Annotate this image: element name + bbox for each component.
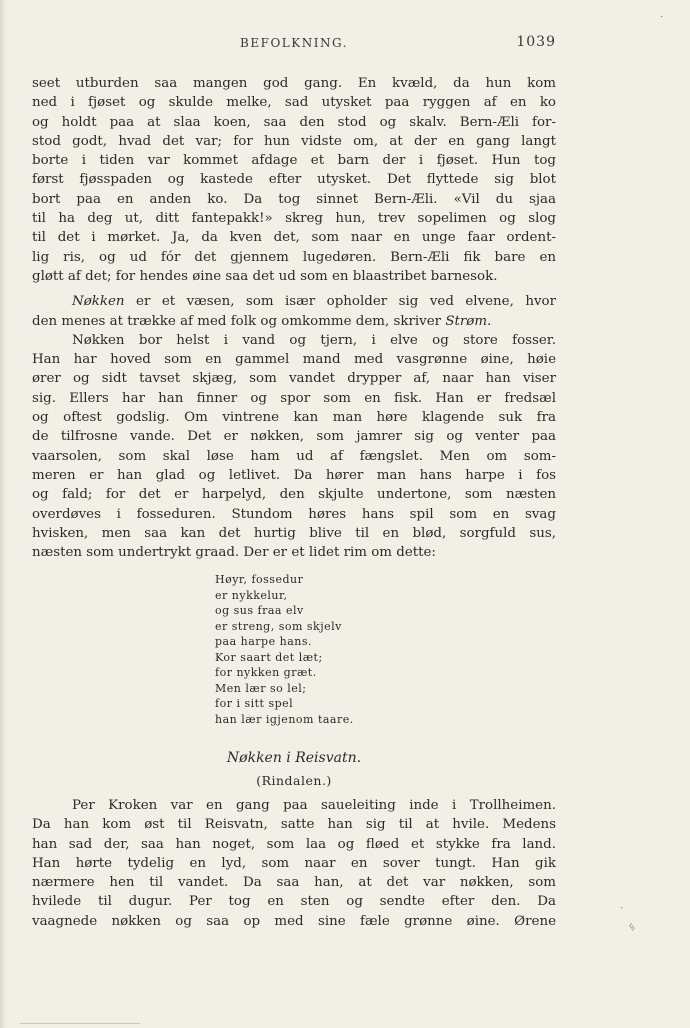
text-line: Han hørte tydelig en lyd, som naar en sover tungt. Han gik <box>32 855 556 871</box>
text-line: ører og sidt tavset skjæg, som vandet drypper af, naar han viser <box>32 371 556 387</box>
page-bottom-edge <box>20 1023 140 1028</box>
text-line: borte i tiden var kommet afdage et barn der i fjøset. Hun tog <box>32 153 556 169</box>
text-line <box>32 312 556 331</box>
text-line: Da han kom øst til Reisvatn, satte han sig til at hvile. Medens <box>32 817 556 833</box>
text-line: gløtt af det; for hendes øine saa det ud som en blaastribet barnesok. <box>32 268 498 284</box>
header-title: BEFOLKNING. <box>240 36 348 50</box>
text-line: næsten som undertrykt graad. Der er et lidet rim om dette: <box>32 545 436 561</box>
paragraph-nokken-description <box>32 331 556 563</box>
page-edge <box>0 0 6 1028</box>
poem-line: for i sitt spel <box>215 697 294 710</box>
text-line: først fjøsspaden og kastede efter utysket. Det flyttede sig blot <box>32 172 556 188</box>
text-fragment: er et væsen, som især opholder sig ved elvene, hvor <box>124 294 556 310</box>
poem-line: Høyr, fossedur <box>215 573 304 586</box>
text-line <box>32 292 556 311</box>
poem-line: og sus fraa elv <box>215 604 304 617</box>
text-line: hvisken, men saa kan det hurtig blive til en blød, sorgfuld sus, <box>32 525 556 541</box>
text-line: til ha deg ut, ditt fantepakk!» skreg hun, trev sopelimen og slog <box>32 211 556 227</box>
text-line: hvilede til dugur. Per tog en sten og sendte efter den. Da <box>32 894 556 910</box>
text-line: og holdt paa at slaa koen, saa den stod og skalv. Bern-Æli for- <box>32 114 556 130</box>
text-line: nærmere hen til vandet. Da saa han, at det var nøkken, som <box>32 875 556 891</box>
text-line: bort paa en anden ko. Da tog sinnet Bern-Æli. «Vil du sjaa <box>32 191 556 207</box>
text-line: Per Kroken var en gang paa saueleiting inde i Trollheimen. <box>72 798 556 813</box>
paragraph-nokken-intro <box>32 292 556 331</box>
text-line: Han har hoved som en gammel mand med vasgrønne øine, høie <box>32 352 556 368</box>
poem-line: Men lær so lel; <box>215 681 307 695</box>
text-line: overdøves i fosseduren. Stundom høres hans spil som en svag <box>32 506 556 522</box>
main-text <box>32 74 556 562</box>
text-line: de tilfrosne vande. Det er nøkken, som jamrer sig og venter paa <box>32 429 556 445</box>
poem-line: er nykkelur, <box>215 588 288 602</box>
paragraph-utburden <box>32 74 556 286</box>
text-fragment: . <box>487 313 492 329</box>
poem-line: han lær igjenom taare. <box>215 712 354 726</box>
running-header <box>32 36 556 56</box>
text-fragment: den menes at trække af med folk og omkomme dem, skriver <box>32 313 446 329</box>
margin-speck: · <box>660 12 664 23</box>
text-line: lig ris, og ud fór det gjennem lugedøren. Bern-Æli fik bare en <box>32 249 556 265</box>
term-nokken: Nøkken <box>72 294 125 310</box>
poem-line: for nykken græt. <box>215 666 317 679</box>
margin-speck: ᛃ <box>628 920 636 935</box>
text-line: vaagnede nøkken og saa op med sine fæle grønne øine. Ørene <box>32 913 556 929</box>
text-line: sig. Ellers har han finner og spor som en fisk. Han er fredsæl <box>32 390 556 406</box>
margin-speck: ˎ <box>620 898 624 909</box>
section-subtitle: (Rindalen.) <box>256 773 332 788</box>
text-line: til det i mørket. Ja, da kven det, som naar en unge faar ordent- <box>32 230 556 246</box>
text-line: stod godt, hvad det var; for hun vidste om, at der en gang langt <box>32 133 556 149</box>
poem-line: er streng, som skjelv <box>215 619 342 633</box>
paragraph-per-kroken <box>32 796 556 931</box>
poem-line: paa harpe hans. <box>215 635 312 648</box>
text-line: Nøkken bor helst i vand og tjern, i elve og store fosser. <box>72 332 556 348</box>
text-line: vaarsolen, som skal løse ham ud af fængslet. Men om som- <box>32 448 556 464</box>
text-line: ned i fjøset og skulde melke, sad utysket paa ryggen af en ko <box>32 95 556 111</box>
section-title: Nøkken i Reisvatn. <box>226 750 362 766</box>
text-line: og fald; for det er harpelyd, den skjulte undertone, som næsten <box>32 487 556 503</box>
author-strom: Strøm <box>445 313 488 329</box>
text-line: meren er han glad og letlivet. Da hører man hans harpe i fos <box>32 467 556 483</box>
poem-line: Kor saart det læt; <box>215 650 323 664</box>
poem-verse <box>215 572 354 727</box>
text-line: og oftest godslig. Om vintrene kan man høre klagende suk fra <box>32 410 556 426</box>
text-line: han sad der, saa han noget, som laa og fløed et stykke fra land. <box>32 836 556 852</box>
page-number: 1039 <box>516 34 556 50</box>
text-line: seet utburden saa mangen god gang. En kvæld, da hun kom <box>32 76 556 91</box>
